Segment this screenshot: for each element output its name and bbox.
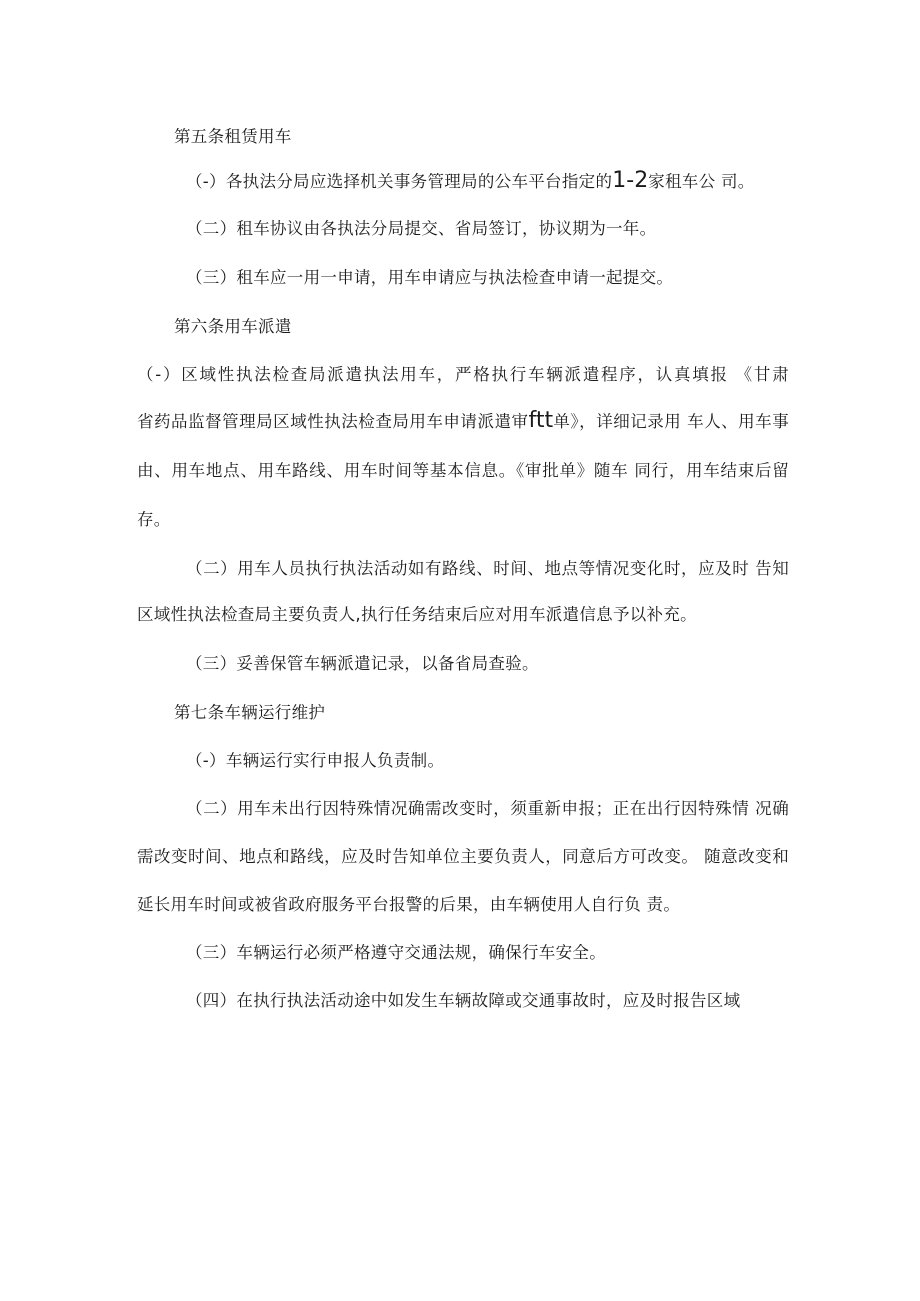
article-5-heading: 第五条租赁用车 [174,127,292,146]
article-6-item-3: （三）妥善保管车辆派遣记录，以备省局查验。 [186,654,539,673]
article-7-heading: 第七条车辆运行维护 [174,703,326,722]
article-6-item-2-line-2: 区域性执法检查局主要负责人,执行任务结束后应对用车派遣信息予以补充。 [137,605,697,624]
article-6-item-1-line-3: 由、用车地点、用车路线、用车时间等基本信息。《审批单》随车 同行，用车结束后留 [137,461,789,480]
article-7-item-4: （四）在执行执法活动途中如发生车辆故障或交通事故时，应及时报告区域 [186,991,741,1010]
text-run-large: 1-2 [612,168,649,193]
article-7-item-2-line-3: 延长用车时间或被省政府服务平台报警的后果，由车辆使用人自行负 责。 [137,895,681,914]
text-run-large: ftt [528,408,554,433]
article-6-item-1-line-2 [137,410,789,433]
text-run: 家租车公 司。 [648,172,755,191]
article-5-item-1 [186,170,755,193]
article-7-item-1: （-）车辆运行实行申报人负责制。 [186,751,445,770]
text-run: （-）各执法分局应选择机关事务管理局的公车平台指定的 [186,172,613,191]
article-5-item-3: （三）租车应一用一申请，用车申请应与执法检查申请一起提交。 [186,268,674,287]
article-7-item-2-line-2: 需改变时间、地点和路线，应及时告知单位主要负责人，同意后方可改变。 随意改变和 [137,847,789,866]
article-6-item-2-line-1: （二）用车人员执行执法活动如有路线、时间、地点等情况变化时，应及时 告知 [186,559,789,578]
text-run: 单》，详细记录用 车人、用车事 [553,412,789,431]
article-5-item-2: （二）租车协议由各执法分局提交、省局签订，协议期为一年。 [186,219,657,238]
article-6-item-1-line-1: （-）区域性执法检查局派遣执法用车，严格执行车辆派遣程序，认真填报 《甘肃 [137,365,789,384]
article-7-item-3: （三）车辆运行必须严格遵守交通法规，确保行车安全。 [186,943,606,962]
article-6-item-1-line-4: 存。 [137,510,171,529]
article-6-heading: 第六条用车派遣 [174,317,292,336]
text-run: 省药品监督管理局区域性执法检查局用车申请派遣审 [137,412,529,431]
article-7-item-2-line-1: （二）用车未出行因特殊情况确需改变时，须重新申报；正在出行因特殊情 况确 [186,799,789,818]
